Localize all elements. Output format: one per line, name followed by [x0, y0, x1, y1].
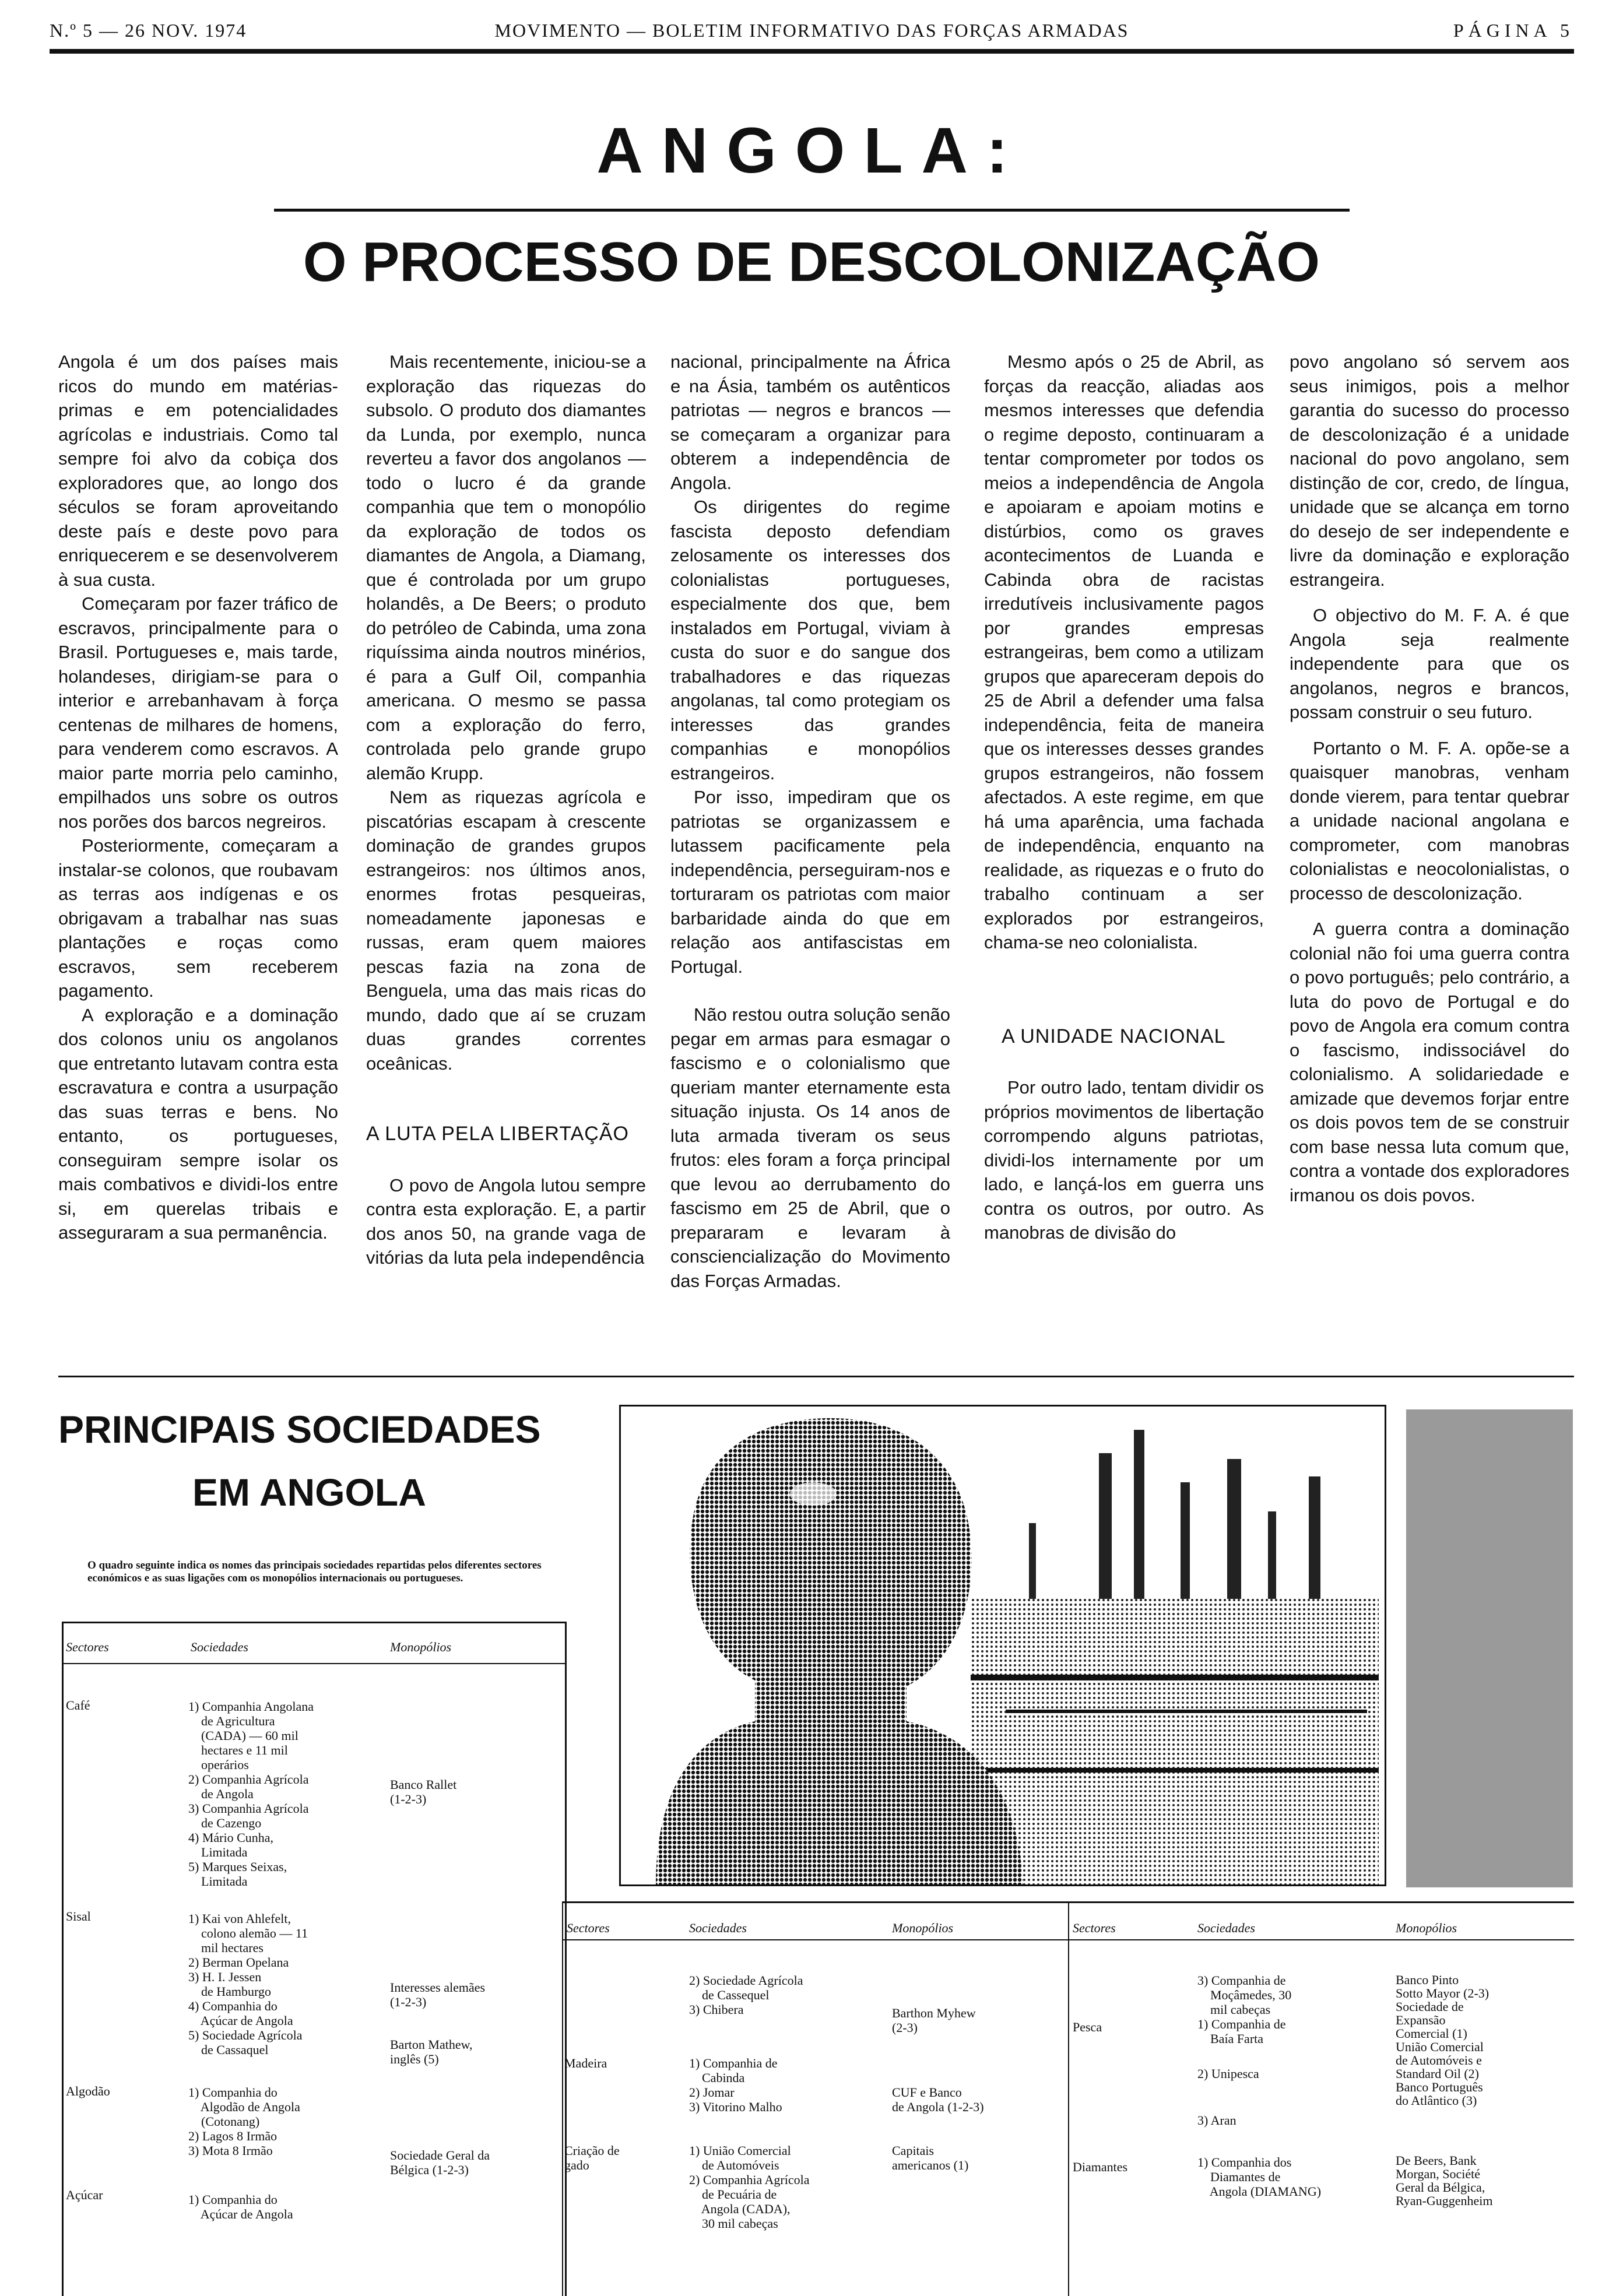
section-divider — [58, 1376, 1574, 1377]
paragraph: Por outro lado, tentam dividir os próprios movimentos de libertação corrompendo alguns patriotas, dividi-los internamente por um lado, e lançá-los em guerra uns contra os outros, por outro. As manobras de divisão do — [984, 1077, 1264, 1243]
company-list: 3) Companhia de Moçâmedes, 30 mil cabeças 1) Companhia de Baía Farta — [1197, 1973, 1292, 2046]
sidebar-title-line-2: EM ANGOLA — [192, 1471, 426, 1514]
portrait-refinery-image — [621, 1407, 1385, 1884]
col-header-sociedades: Sociedades — [1197, 1921, 1255, 1935]
sidebar-title-line-1: PRINCIPAIS SOCIEDADES — [58, 1408, 541, 1451]
col-header-monopolios: Monopólios — [1396, 1921, 1457, 1935]
monopoly-list: De Beers, Bank Morgan, Société Geral da Bélgica, Ryan-Guggenheim — [1396, 2153, 1493, 2208]
monopoly-list: Barthon Myhew (2-3) — [892, 2006, 976, 2035]
article-column-5 — [1290, 350, 1569, 1207]
monopoly-list: Capitais americanos (1) — [892, 2143, 969, 2172]
article-column-2 — [366, 350, 646, 1270]
masthead — [50, 16, 1574, 44]
col-header-monopolios: Monopólios — [390, 1640, 452, 1654]
paragraph: Mesmo após o 25 de Abril, as forças da reacção, aliadas aos mesmos interesses que defendia o regime deposto, continuaram a tentar comprometer por todos os meios a independência de Angola e apoiaram e apoiam motins e distúrbios, como os graves acontecimentos de Luanda e Cabinda obra de racistas irredutíveis inclusivamente pagos por grandes empresas estrangeiras, bem como a utilizam grupos que apareceram depois do 25 de Abril a defender uma falsa independência, feita de maneira que os interesses desses grandes grupos estrangeiros, não fossem afectados. A este regime, em que há uma aparência, uma fachada de independência, enquanto na realidade, as riquezas e o fruto do trabalho continuam a ser explorados por estrangeiros, chama-se neo colonialista. — [984, 351, 1264, 952]
sector-label: Pesca — [1073, 2020, 1102, 2034]
paragraph: Portanto o M. F. A. opõe-se a quaisquer manobras, venham donde vierem, para tentar quebrar a unidade nacional angolana e comprometer, com manobras colonialistas e neocolonialistas, o processo de descolonização. — [1290, 737, 1569, 903]
sector-label: Criação de gado — [564, 2143, 620, 2172]
paragraph: povo angolano só servem aos seus inimigos, pois a melhor garantia do sucesso do processo de descolonização é a unidade nacional do povo angolano, sem distinção de cor, credo, de língua, unidade que se alcança em torno do desejo de ser independente e livre da dominação e exploração estrangeira. — [1290, 351, 1569, 590]
company-list: 3) Aran — [1197, 2113, 1236, 2128]
monopoly-list: Interesses alemães (1-2-3) — [390, 1980, 486, 2009]
publication-name: MOVIMENTO — BOLETIM INFORMATIVO DAS FORÇAS ARMADAS — [494, 20, 1129, 41]
section-subheading: A LUTA PELA LIBERTAÇÃO — [366, 1123, 629, 1145]
monopoly-list: Banco Rallet (1-2-3) — [390, 1777, 457, 1806]
page-number: PÁGINA 5 — [1453, 20, 1574, 41]
col-header-sociedades: Sociedades — [191, 1640, 248, 1654]
col-header-sectores: Sectores — [66, 1640, 109, 1654]
paragraph: Por isso, impediram que os patriotas se organizassem e lutassem pacificamente pela independência, perseguiram-nos e torturaram os patriotas com maior barbaridade ainda do que em relação aos antifascistas em Portugal. — [670, 787, 950, 977]
article-kicker: ANGOLA: — [596, 115, 1027, 187]
article-column-4 — [984, 350, 1264, 1245]
paragraph: Nem as riquezas agrícola e piscatórias escapam à crescente dominação de grandes grupos estrangeiros: nos últimos anos, enormes frotas pesqueiras, nomeadamente japonesas e russas, eram quem maiores pescas fazia na zona de Benguela, uma das mais ricas do mundo, dado que aí se cruzam duas grandes correntes oceânicas. — [366, 787, 646, 1074]
table-header-rule — [64, 1663, 565, 1664]
companies-table-left — [62, 1622, 567, 2296]
sector-label: Sisal — [66, 1909, 91, 1924]
sector-label: Algodão — [66, 2084, 110, 2098]
col-header-sectores: Sectores — [1073, 1921, 1116, 1935]
company-list: 1) Companhia dos Diamantes de Angola (DIAMANG) — [1197, 2155, 1322, 2199]
section-subheading: A UNIDADE NACIONAL — [1002, 1025, 1226, 1047]
news-photo — [619, 1405, 1386, 1886]
monopoly-list: CUF e Banco de Angola (1-2-3) — [892, 2085, 984, 2114]
company-list: 1) Kai von Ahlefelt, colono alemão — 11 mil hectares 2) Berman Opelana 3) H. I. Jessen de Hamburgo 4) Companhia do Açúcar de Angola 5) Sociedade Agrícola de Cassaquel — [188, 1911, 308, 2057]
company-list: 2) Unipesca — [1197, 2066, 1259, 2081]
paragraph: Começaram por fazer tráfico de escravos, principalmente para o Brasil. Portugueses e, mais tarde, holandeses, dirigiam-se para o interior e arrebanhavam à força centenas de milhares de homens, para venderem como escravos. A maior parte morria pelo caminho, empilhados uns sobre os outros nos porões dos barcos negreiros. — [58, 593, 338, 832]
paragraph: nacional, principalmente na África e na Ásia, também os autênticos patriotas — negros e brancos — se começaram a organizar para obterem a independência de Angola. — [670, 351, 950, 493]
monopoly-list: Banco Pinto Sotto Mayor (2-3) Sociedade de Expansão Comercial (1) União Comercial de Automóveis e Standard Oil (2) Banco Português do Atlântico (3) — [1396, 1972, 1489, 2108]
sector-label: Café — [66, 1698, 90, 1713]
col-header-sectores: Sectores — [567, 1921, 610, 1935]
company-list: 1) Companhia Angolana de Agricultura (CADA) — 60 mil hectares e 11 mil operários 2) Companhia Agrícola de Angola 3) Companhia Agrícola de Cazengo 4) Mário Cunha, Limitada 5) Marques Seixas, Limitada — [188, 1699, 314, 1889]
monopoly-list: Sociedade Geral da Bélgica (1-2-3) — [390, 2148, 490, 2177]
article-column-3 — [670, 350, 950, 1293]
company-list: 1) Companhia do Açúcar de Angola — [188, 2192, 293, 2221]
paragraph: O objectivo do M. F. A. é que Angola seja realmente independente para que os angolanos, negros e brancos, possam construir o seu futuro. — [1290, 605, 1569, 722]
company-list: 1) Companhia de Cabinda 2) Jomar 3) Vitorino Malho — [689, 2056, 782, 2114]
paragraph: A guerra contra a dominação colonial não foi uma guerra contra o povo português; pelo contrário, a luta do povo de Portugal e do povo de Angola era comum contra o fascismo, indissociável do colonialismo. A solidariedade e amizade que devemos forjar entre os dois povos tem de se construir com base nessa luta comum que, contra a vontade dos exploradores irmanou os dois povos. — [1290, 919, 1569, 1205]
gray-panel — [1406, 1409, 1573, 1887]
paragraph: Não restou outra solução senão pegar em armas para esmagar o fascismo e o colonialismo que queriam manter eternamente esta situação injusta. Os 14 anos de luta armada tiveram os seus frutos: eles foram a força principal que levou ao derrubamento do fascismo em 25 de Abril, que o prepararam e levaram à consciencialização do Movimento das Forças Armadas. — [670, 1004, 950, 1291]
table-divider — [1068, 1903, 1069, 2296]
sector-label: Diamantes — [1073, 2160, 1128, 2174]
companies-table-right — [562, 1901, 1574, 2296]
paragraph: Mais recentemente, iniciou-se a exploração das riquezas do subsolo. O produto dos diamantes da Lunda, por exemplo, nunca reverteu a favor dos angolanos — todo o lucro é da grande companhia que tem o monopólio da exploração de todos os diamantes de Angola, a Diamang, que é controlada por um grupo holandês, a De Beers; o produto do petróleo de Cabinda, uma zona riquíssima ainda noutros minérios, é para a Gulf Oil, companhia americana. O mesmo se passa com a exploração do ferro, controlada pelo grande grupo alemão Krupp. — [366, 351, 646, 783]
sector-label: Madeira — [564, 2056, 607, 2070]
sidebar-title — [58, 1398, 583, 1524]
paragraph: Posteriormente, começaram a instalar-se colonos, que roubavam as terras aos indígenas e os obrigavam a trabalhar nas suas plantações e roças como escravos, sem receberem pagamento. — [58, 835, 338, 1001]
paragraph: Angola é um dos países mais ricos do mundo em matérias-primas e em potencialidades agrícolas e industriais. Como tal sempre foi alvo da cobiça dos exploradores que, ao longo dos séculos se foram aproveitando deste país e deste povo para enriquecerem e se desenvolverem à sua custa. — [58, 351, 338, 590]
issue-number: N.º 5 — 26 NOV. 1974 — [50, 20, 247, 41]
table-border — [562, 1903, 563, 2296]
paragraph: A exploração e a dominação dos colonos uniu os angolanos que entretanto lutavam contra esta escravatura e contra a usurpação das suas terras e bens. No entanto, os portugueses, conseguiram sempre isolar os mais combativos e dividi-los entre si, em querelas tribais e asseguraram a sua permanência. — [58, 1004, 338, 1243]
sector-label: Açúcar — [66, 2188, 103, 2202]
title-rule — [274, 209, 1350, 212]
paragraph: O povo de Angola lutou sempre contra esta exploração. E, a partir dos anos 50, na grande vaga de vitórias da luta pela independência — [366, 1175, 646, 1268]
monopoly-list: Barton Mathew, inglês (5) — [390, 2037, 473, 2066]
masthead-rule — [50, 49, 1574, 54]
company-list: 1) Companhia do Algodão de Angola (Cotonang) 2) Lagos 8 Irmão 3) Mota 8 Irmão — [188, 2085, 300, 2158]
col-header-monopolios: Monopólios — [892, 1921, 954, 1935]
article-column-1 — [58, 350, 338, 1245]
company-list: 2) Sociedade Agrícola de Cassequel 3) Chibera — [689, 1973, 803, 2017]
company-list: 1) União Comercial de Automóveis 2) Companhia Agrícola de Pecuária de Angola (CADA), 30 mil cabeças — [689, 2143, 810, 2231]
sidebar-intro: O quadro seguinte indica os nomes das principais sociedades repartidas pelos diferentes sectores económicos e as suas ligações com os monopólios internacionais ou portugueses. — [87, 1559, 542, 1584]
paragraph: Os dirigentes do regime fascista deposto defendiam zelosamente os interesses dos colonialistas portugueses, especialmente dos que, bem instalados em Portugal, viviam à custa do suor e do sangue dos trabalhadores e das riquezas angolanas, tal como protegiam os interesses das grandes companhias e monopólios estrangeiros. — [670, 497, 950, 783]
col-header-sociedades: Sociedades — [689, 1921, 747, 1935]
article-headline: O PROCESSO DE DESCOLONIZAÇÃO — [303, 231, 1320, 293]
